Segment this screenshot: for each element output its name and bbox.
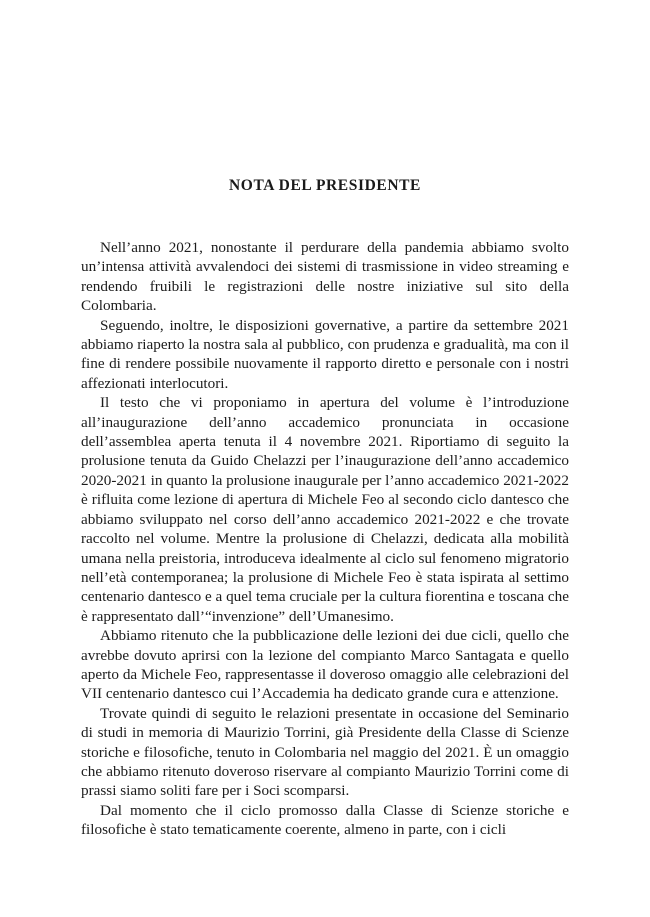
- paragraph-6: Dal momento che il ciclo promosso dalla Classe di Scienze storiche e filosofiche è stato tematicamente coerente, almeno in parte, con i cicli: [81, 801, 569, 839]
- paragraph-1: Nell’anno 2021, nonostante il perdurare della pandemia abbiamo svolto un’intensa attività avvalendoci dei sistemi di trasmissione in video streaming e rendendo fruibili le registrazioni delle nostre iniziative sul sito della Colombaria.: [81, 239, 569, 315]
- page-title: NOTA DEL PRESIDENTE: [229, 177, 421, 194]
- body-text: [81, 238, 569, 840]
- paragraph-2: Seguendo, inoltre, le disposizioni governative, a partire da settembre 2021 abbiamo riaperto la nostra sala al pubblico, con prudenza e gradualità, ma con il fine di rendere possibile nuovamente il rapporto diretto e personale con i nostri affezionati interlocutori.: [81, 316, 569, 392]
- paragraph-5: Trovate quindi di seguito le relazioni presentate in occasione del Seminario di studi in memoria di Maurizio Torrini, già Presidente della Classe di Scienze storiche e filosofiche, tenuto in Colombaria nel maggio del 2021. È un omaggio che abbiamo ritenuto doveroso riservare al compianto Maurizio Torrini come di prassi siamo soliti fare per i Soci scomparsi.: [81, 704, 569, 800]
- paragraph-4: Abbiamo ritenuto che la pubblicazione delle lezioni dei due cicli, quello che avrebbe dovuto aprirsi con la lezione del compianto Marco Santagata e quello aperto da Michele Feo, rappresentasse il doveroso omaggio alle celebrazioni del VII centenario dantesco cui l’Accademia ha dedicato grande cura e attenzione.: [81, 627, 569, 703]
- paragraph-3: Il testo che vi proponiamo in apertura del volume è l’introduzione all’inaugurazione dell’anno accademico pronunciata in occasione dell’assemblea aperta tenuta il 4 novembre 2021. Riportiamo di seguito la prolusione tenuta da Guido Chelazzi per l’inaugurazione dell’anno accademico 2020-2021 in quanto la prolusione inaugurale per l’anno accademico 2021-2022 è rifluita come lezione di apertura di Michele Feo al secondo ciclo dantesco che abbiamo sviluppato nel corso dell’anno accademico 2021-2022 e che trovate raccolto nel volume. Mentre la prolusione di Chelazzi, dedicata alla mobilità umana nella preistoria, introduceva idealmente al ciclo sul fenomeno migratorio nell’età contemporanea; la prolusione di Michele Feo è stata ispirata al settimo centenario dantesco e a quel tema cruciale per la cultura fiorentina e toscana che è rappresentato dall’“invenzione” dell’Umanesimo.: [81, 394, 569, 625]
